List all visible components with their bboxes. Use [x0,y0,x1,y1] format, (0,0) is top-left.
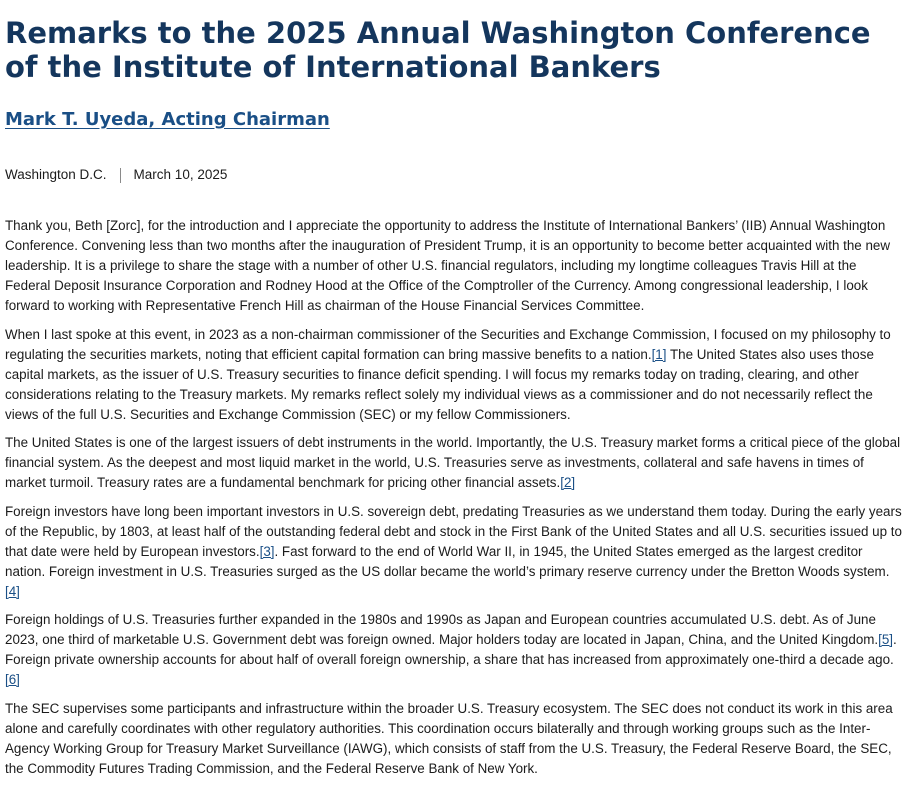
location: Washington D.C. [5,167,107,182]
footnote-link-4[interactable]: [4] [5,583,20,599]
paragraph-4 [5,502,903,602]
paragraph-6 [5,699,903,779]
page-title: Remarks to the 2025 Annual Washington Conference of the Institute of International Bankers [5,16,871,84]
footnote-link-5[interactable]: [5] [878,632,894,647]
paragraph-text: . Fast forward to the end of World War II, in 1945, the United States emerged as the largest creditor nation. Foreign investment in U.S. Treasuries surged as the US dollar became the world’s primary reserve currency under the Bretton Woods system. [5,543,890,579]
paragraph-3 [5,433,903,493]
footnote-link-1[interactable]: [1] [651,346,667,362]
speech-date: March 10, 2025 [133,167,228,182]
paragraph-5 [5,610,903,690]
paragraph-text: The United States also uses those capital markets, as the issuer of U.S. Treasury securities to finance deficit spending. I will focus my remarks today on trading, clearing, and other considerations relating to the Treasury markets. My remarks reflect solely my individual views as a commissioner and do not necessarily reflect the views of the full U.S. Securities and Exchange Commission (SEC) or my fellow Commissioners. [5,346,874,422]
footnote-link-6[interactable]: [6] [5,672,20,687]
paragraph-2 [5,325,903,425]
paragraph-text: Thank you, Beth [Zorc], for the introduction and I appreciate the opportunity to address the Institute of International Bankers’ (IIB) Annual Washington Conference. Convening less than two months after the inauguration of President Trump, it is an opportunity to become better acquainted with the new leadership. It is a privilege to share the stage with a number of other U.S. financial regulators, including my longtime colleagues Travis Hill at the Federal Deposit Insurance Corporation and Rodney Hood at the Office of the Comptroller of the Currency. Among congressional leadership, I look forward to working with Representative French Hill as chairman of the House Financial Services Committee. [5,218,891,313]
speech-meta [5,166,227,184]
footnote-link-2[interactable]: [2] [560,475,576,490]
paragraph-text: Foreign investors have long been important investors in U.S. sovereign debt, predating Treasuries as we understand them today. During the early years of the Republic, by 1803, at least half of the outstanding federal debt and stock in the First Bank of the United States and all U.S. securities issued up to that date were held by European investors. [5,503,902,559]
paragraph-text: . Foreign private ownership accounts for about half of overall foreign ownership, a share that has increased from approximately one-third a decade ago. [5,632,897,667]
meta-divider [120,168,121,183]
speech-body [5,216,903,787]
author-link[interactable]: Mark T. Uyeda, Acting Chairman [5,109,330,130]
footnote-link-3[interactable]: [3] [259,543,275,559]
paragraph-1 [5,216,903,316]
paragraph-text: When I last spoke at this event, in 2023 as a non-chairman commissioner of the Securities and Exchange Commission, I focused on my philosophy to regulating the securities markets, noting that efficient capital formation can bring massive benefits to a nation. [5,326,891,362]
paragraph-text: Foreign holdings of U.S. Treasuries further expanded in the 1980s and 1990s as Japan and European countries accumulated U.S. debt. As of June 2023, one third of marketable U.S. Government debt was foreign owned. Major holders today are located in Japan, China, and the United Kingdom. [5,612,879,647]
paragraph-text: The SEC supervises some participants and infrastructure within the broader U.S. Treasury ecosystem. The SEC does not conduct its work in this area alone and carefully coordinates with other regulatory authorities. This coordination occurs bilaterally and through working groups such as the Inter-Agency Working Group for Treasury Market Surveillance (IAWG), which consists of staff from the U.S. Treasury, the Federal Reserve Board, the SEC, the Commodity Futures Trading Commission, and the Federal Reserve Bank of New York. [5,700,893,776]
paragraph-text: The United States is one of the largest issuers of debt instruments in the world. Importantly, the U.S. Treasury market forms a critical piece of the global financial system. As the deepest and most liquid market in the world, U.S. Treasuries serve as investments, collateral and safe havens in times of market turmoil. Treasury rates are a fundamental benchmark for pricing other financial assets. [5,435,901,490]
